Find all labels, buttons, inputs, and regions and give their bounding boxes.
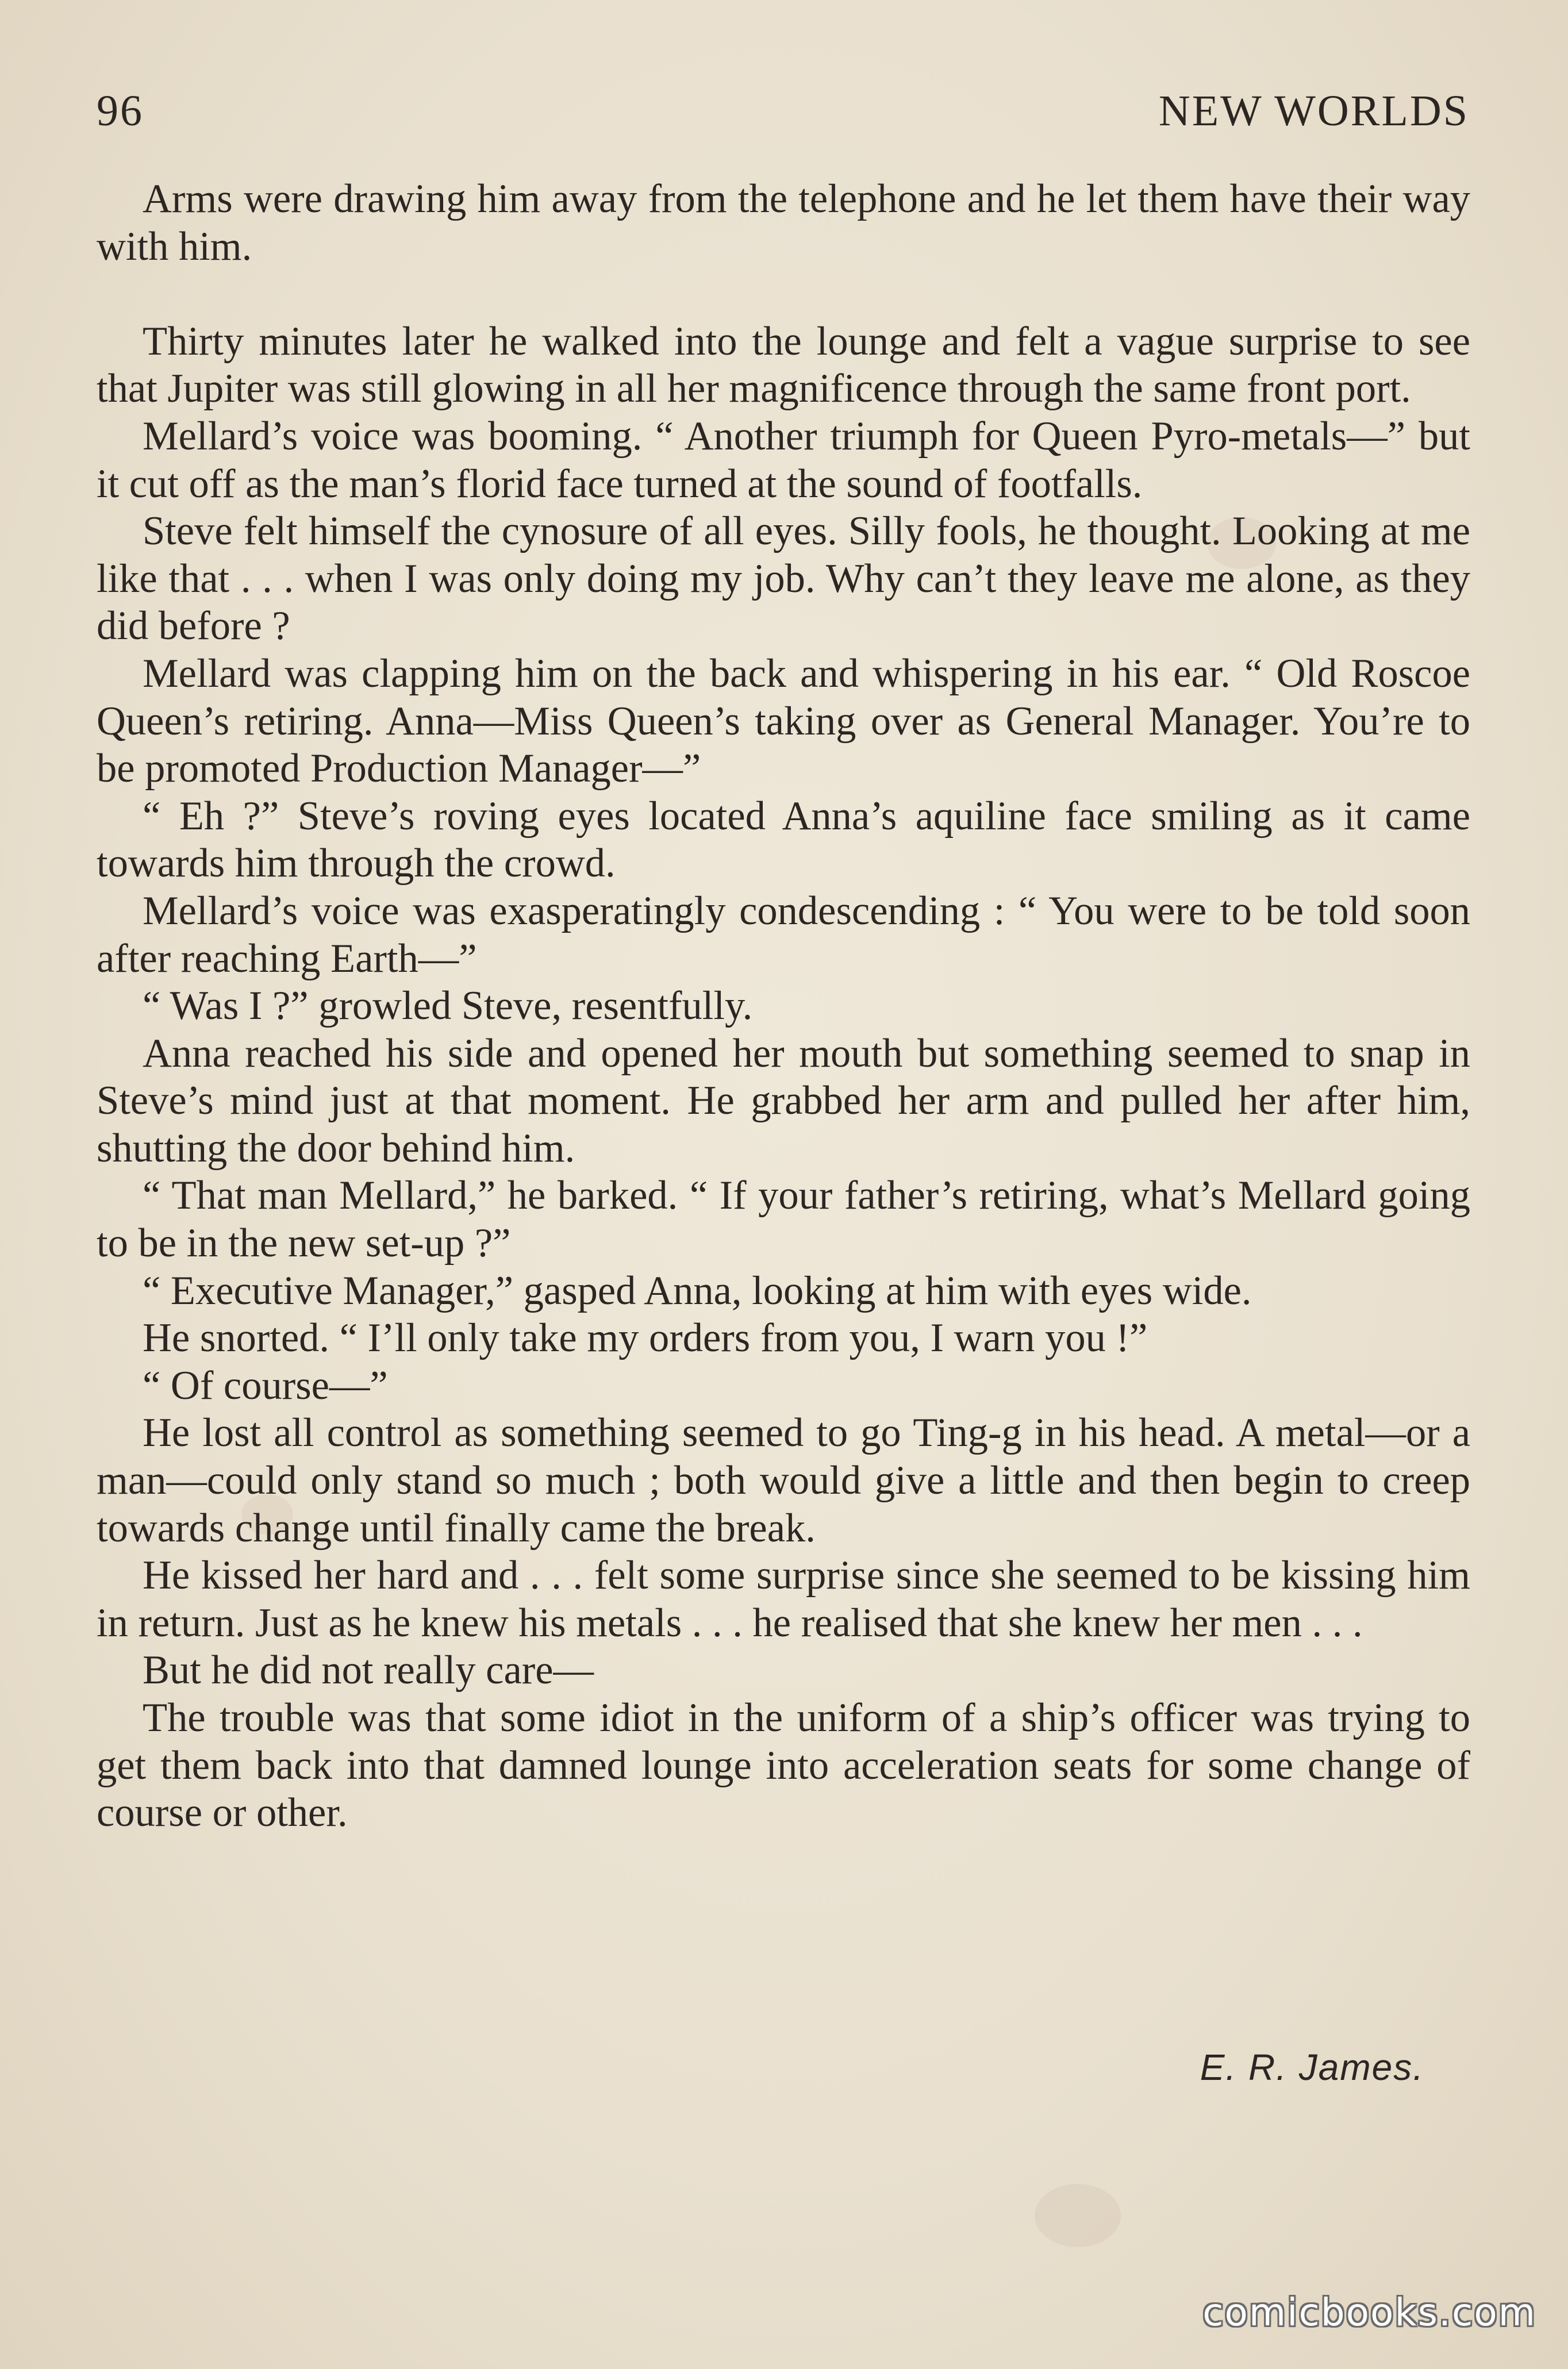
paragraph: He lost all control as something seemed to go Ting-g in his head. A metal—or a man—could only stand so much ; both would give a little and then begin to creep towards change until finally came the break. xyxy=(97,1410,1470,1551)
running-title: NEW WORLDS xyxy=(1158,87,1469,135)
page-number: 96 xyxy=(97,87,144,135)
author-byline: E. R. James. xyxy=(1200,2047,1424,2088)
paragraph: Mellard was clapping him on the back and whispering in his ear. “ Old Roscoe Queen’s retiring. Anna—Miss Queen’s taking over as General Manager. You’re to be promoted Production Manager—” xyxy=(97,651,1470,791)
paragraph: “ Was I ?” growled Steve, resentfully. xyxy=(143,983,753,1029)
paragraph: Anna reached his side and opened her mouth but something seemed to snap in Steve’s mind just at that moment. He grabbed her arm and pulled her after him, shutting the door behind him. xyxy=(97,1030,1470,1171)
paragraph: Mellard’s voice was exasperatingly condescending : “ You were to be told soon after reaching Earth—” xyxy=(97,888,1470,981)
paragraph: “ Eh ?” Steve’s roving eyes located Anna’s aquiline face smiling as it came towards him through the crowd. xyxy=(97,793,1470,886)
paragraph: Mellard’s voice was booming. “ Another triumph for Queen Pyro-metals—” but it cut off as the man’s florid face turned at the sound of footfalls. xyxy=(97,413,1470,506)
paragraph: He kissed her hard and . . . felt some surprise since she seemed to be kissing him in return. Just as he knew his metals . . . he realised that she knew her men . . . xyxy=(97,1553,1470,1645)
paragraph: Arms were drawing him away from the telephone and he let them have their way with him. xyxy=(97,176,1470,269)
paper-stain xyxy=(1035,2184,1121,2247)
paragraph: He snorted. “ I’ll only take my orders from you, I warn you !” xyxy=(143,1316,1148,1361)
paragraph: Steve felt himself the cynosure of all eyes. Silly fools, he thought. Looking at me like that . . . when I was only doing my job. Why can’t they leave me alone, as they did before ? xyxy=(97,509,1470,649)
site-watermark: comicbooks.com xyxy=(1202,2290,1536,2335)
paragraph: The trouble was that some idiot in the uniform of a ship’s officer was trying to get them back into that damned lounge into acceleration seats for some change of course or other. xyxy=(97,1695,1470,1836)
paragraph: “ Executive Manager,” gasped Anna, looking at him with eyes wide. xyxy=(143,1268,1252,1313)
story-text xyxy=(97,175,1470,1837)
page-header xyxy=(97,86,1469,149)
paragraph: But he did not really care— xyxy=(143,1648,594,1693)
paragraph: “ Of course—” xyxy=(143,1363,388,1408)
section-break xyxy=(97,270,1470,318)
paragraph: “ That man Mellard,” he barked. “ If your father’s retiring, what’s Mellard going to be in the new set-up ?” xyxy=(97,1173,1470,1266)
paragraph: Thirty minutes later he walked into the lounge and felt a vague surprise to see that Jupiter was still glowing in all her magnificence through the same front port. xyxy=(97,318,1470,412)
